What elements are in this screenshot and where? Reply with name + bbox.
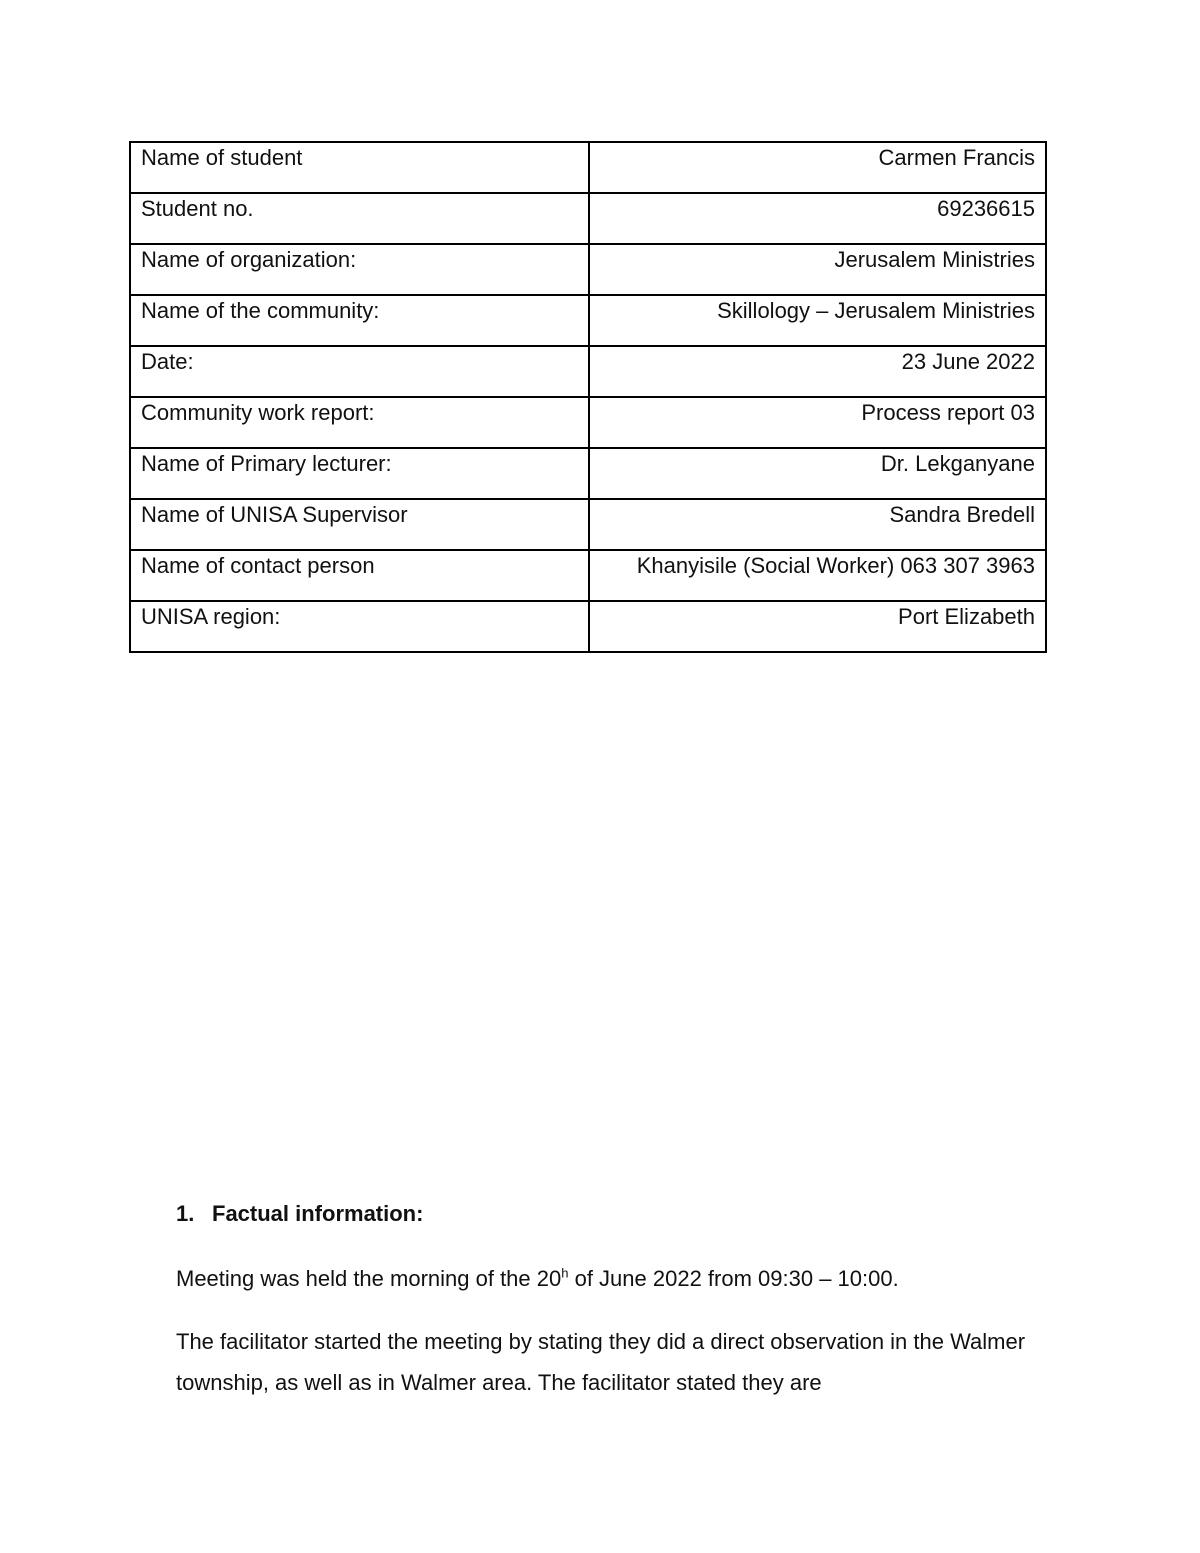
row-value: Carmen Francis [589, 142, 1046, 193]
section-title: Factual information: [212, 1201, 424, 1226]
table-row [130, 397, 1046, 448]
row-value: Khanyisile (Social Worker) 063 307 3963 [589, 550, 1046, 601]
row-value: Process report 03 [589, 397, 1046, 448]
table-row [130, 550, 1046, 601]
table-row [130, 193, 1046, 244]
row-label: Name of the community: [130, 295, 589, 346]
row-value: 23 June 2022 [589, 346, 1046, 397]
table-row [130, 244, 1046, 295]
row-value: Dr. Lekganyane [589, 448, 1046, 499]
row-label: Student no. [130, 193, 589, 244]
meeting-date-paragraph [176, 1258, 1076, 1299]
section-heading [176, 1200, 1076, 1228]
facilitator-paragraph: The facilitator started the meeting by stating they did a direct observation in the Walmer township, as well as in Walmer area. The facilitator stated they are [176, 1329, 1026, 1395]
row-label: Name of organization: [130, 244, 589, 295]
row-label: Name of contact person [130, 550, 589, 601]
row-label: Name of student [130, 142, 589, 193]
table-row [130, 448, 1046, 499]
table-row [130, 295, 1046, 346]
table-row [130, 499, 1046, 550]
student-info-table [129, 141, 1047, 653]
row-label: Name of Primary lecturer: [130, 448, 589, 499]
paragraph-text: of June 2022 from 09:30 – 10:00. [568, 1266, 899, 1291]
row-label: Name of UNISA Supervisor [130, 499, 589, 550]
ordinal-superscript: h [561, 1265, 569, 1281]
table-row [130, 346, 1046, 397]
row-value: Port Elizabeth [589, 601, 1046, 652]
row-value: Sandra Bredell [589, 499, 1046, 550]
row-value: 69236615 [589, 193, 1046, 244]
section-number: 1. [176, 1201, 195, 1226]
row-label: Community work report: [130, 397, 589, 448]
table-row [130, 142, 1046, 193]
row-label: Date: [130, 346, 589, 397]
factual-information-section [176, 1200, 1076, 1425]
row-label: UNISA region: [130, 601, 589, 652]
paragraph-text: Meeting was held the morning of the 20 [176, 1266, 562, 1291]
row-value: Jerusalem Ministries [589, 244, 1046, 295]
table-row [130, 601, 1046, 652]
row-value: Skillology – Jerusalem Ministries [589, 295, 1046, 346]
